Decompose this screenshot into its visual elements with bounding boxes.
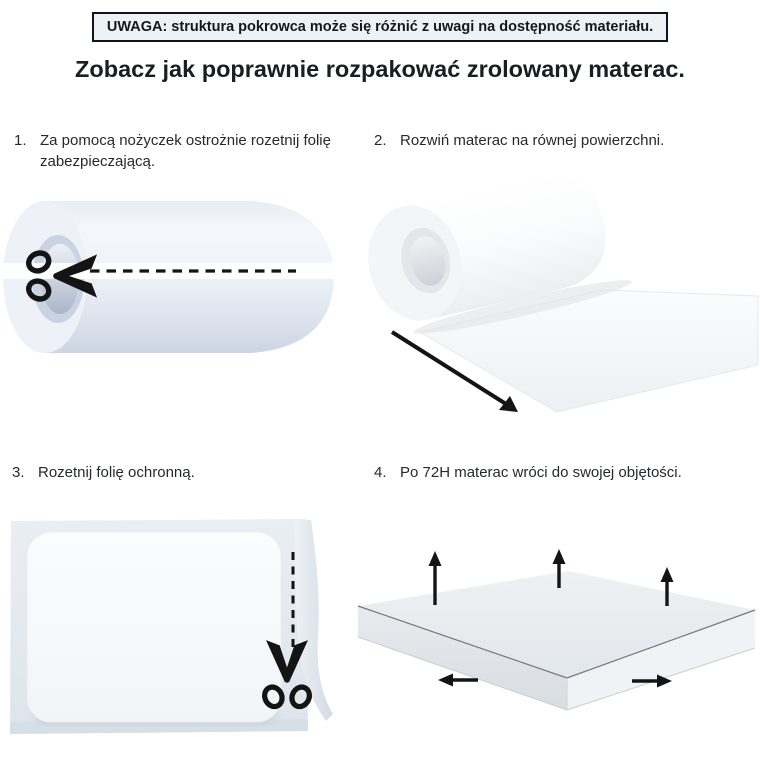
- unrolled-mattress-graphic: [360, 160, 758, 412]
- step-3: [12, 462, 342, 483]
- step-4-text: Po 72H materac wróci do swojej objętości.: [400, 464, 682, 481]
- step-3-text: Rozetnij folię ochronną.: [38, 464, 195, 481]
- step-3-illustration: [5, 512, 345, 756]
- step-1-illustration: [0, 192, 360, 398]
- page-title: Zobacz jak poprawnie rozpakować zrolowany materac.: [75, 56, 685, 82]
- banner-row: [0, 12, 760, 42]
- step-2: [374, 130, 754, 151]
- step-2-number: 2.: [374, 132, 387, 149]
- step-1: [14, 130, 344, 172]
- step-4-number: 4.: [374, 464, 387, 481]
- step-1-number: 1.: [14, 132, 27, 149]
- step-1-text: Za pomocą nożyczek ostrożnie rozetnij folię zabezpieczającą.: [40, 132, 331, 170]
- expanding-mattress-graphic: [358, 571, 755, 710]
- foil-wrapped-mattress-graphic: [10, 519, 333, 734]
- notice-banner: UWAGA: struktura pokrowca może się różnić z uwagi na dostępność materiału.: [92, 12, 668, 42]
- step-4-illustration: [355, 518, 760, 760]
- step-2-text: Rozwiń materac na równej powierzchni.: [400, 132, 665, 149]
- step-3-number: 3.: [12, 464, 25, 481]
- step-4: [374, 462, 754, 483]
- step-2-illustration: [360, 160, 760, 440]
